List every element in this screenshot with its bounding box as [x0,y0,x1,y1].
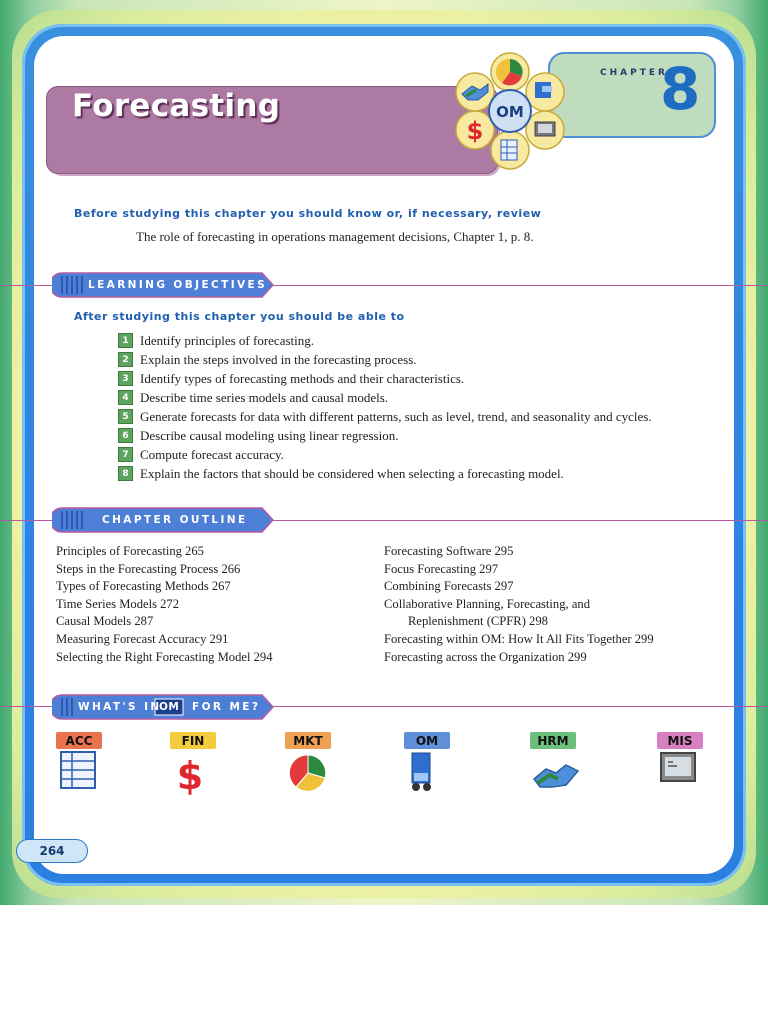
whats-in-suffix-label: FOR ME? [192,701,261,713]
objective-text: Explain the steps involved in the forecasting process. [140,351,417,367]
whats-in-om-label: OM [159,701,180,713]
computer-icon [659,749,709,797]
dollar-icon [172,749,222,797]
outline-item: Causal Models 287 [56,614,154,629]
objective-number: 8 [118,466,133,481]
om-flower-logo [450,52,570,172]
spreadsheet-icon [58,749,108,797]
outline-item: Types of Forecasting Methods 267 [56,579,231,594]
review-heading: Before studying this chapter you should know or, if necessary, review [74,207,542,220]
outline-item: Forecasting across the Organization 299 [384,649,587,664]
function-label: MIS [657,732,703,749]
flower-petal-truck [526,73,564,111]
chapter-outline-label: CHAPTER OUTLINE [102,514,248,526]
outline-item: Steps in the Forecasting Process 266 [56,561,241,576]
objective-item [118,464,652,483]
outline-item: Replenishment (CPFR) 298 [408,614,548,629]
function-hrm [530,732,586,796]
flower-petal-spreadsheet [491,131,529,169]
whats-in-label: WHAT'S IN [78,701,162,713]
function-acc [56,732,112,796]
objective-text: Describe time series models and causal models. [140,389,389,405]
review-body: The role of forecasting in operations management decisions, Chapter 1, p. 8. [136,229,534,244]
objectives-list [118,331,652,483]
outline-item: Forecasting within OM: How It All Fits Together 299 [384,631,654,646]
function-label: ACC [56,732,102,749]
function-fin [170,732,226,796]
outline-item: Collaborative Planning, Forecasting, and [384,596,591,611]
objective-item [118,407,652,426]
outline-item: Measuring Forecast Accuracy 291 [56,631,229,646]
objective-number: 7 [118,447,133,462]
function-label: MKT [285,732,331,749]
objective-item [118,445,652,464]
learning-objectives-label: LEARNING OBJECTIVES [88,279,268,291]
objective-number: 4 [118,390,133,405]
chapter-title: Forecasting [72,88,281,124]
objective-text: Explain the factors that should be considered when selecting a forecasting model. [140,465,564,481]
chapter-number: 8 [660,55,701,123]
objective-number: 6 [118,428,133,443]
objective-item [118,331,652,350]
outline-left-column [56,543,273,666]
svg-text:$: $ [466,117,484,145]
outline-item: Time Series Models 272 [56,596,180,611]
function-label: FIN [170,732,216,749]
objective-number: 3 [118,371,133,386]
outline-item: Focus Forecasting 297 [384,561,499,576]
outline-right-column [384,543,654,666]
flower-petal-handshake [456,73,494,111]
flower-petal-computer [526,111,564,149]
page-number: 264 [16,839,88,863]
flower-om-text: OM [496,103,524,121]
objective-item [118,369,652,388]
function-mkt [285,732,341,796]
function-om [404,732,460,796]
function-label: HRM [530,732,576,749]
pie-chart-icon [287,749,337,797]
flower-petal-dollar [456,111,494,149]
objectives-heading: After studying this chapter you should be able to [74,310,405,323]
objective-number: 5 [118,409,133,424]
objective-item [118,426,652,445]
outline-item: Selecting the Right Forecasting Model 294 [56,649,273,664]
handshake-icon [532,749,582,797]
objective-number: 1 [118,333,133,348]
objective-text: Identify types of forecasting methods and their characteristics. [140,370,465,386]
svg-text:$: $ [176,754,204,797]
objective-item [118,350,652,369]
objective-text: Generate forecasts for data with different patterns, such as level, trend, and seasonality and cycles. [140,408,652,424]
chapter-label: CHAPTER [600,68,668,78]
objective-number: 2 [118,352,133,367]
flower-petal-pie [491,53,529,91]
function-label: OM [404,732,450,749]
objective-text: Compute forecast accuracy. [140,446,284,462]
outline-item: Principles of Forecasting 265 [56,544,204,558]
function-mis [657,732,713,796]
objective-text: Identify principles of forecasting. [140,332,314,348]
objective-text: Describe causal modeling using linear regression. [140,427,399,443]
truck-icon [406,749,456,797]
outline-item: Forecasting Software 295 [384,544,514,558]
outline-item: Combining Forecasts 297 [384,579,514,594]
objective-item [118,388,652,407]
